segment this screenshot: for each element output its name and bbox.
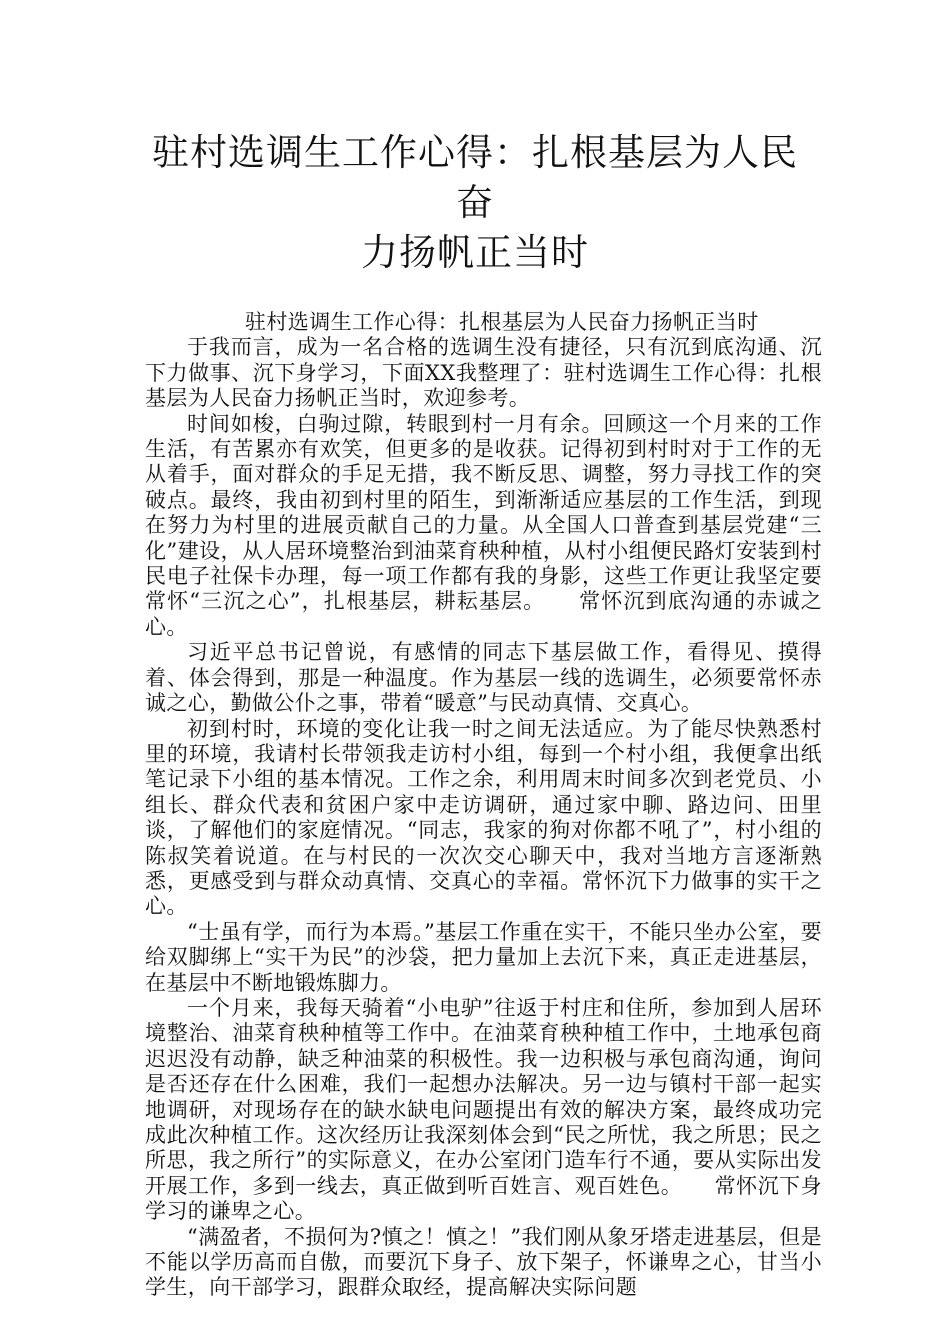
paragraph: 初到村时，环境的变化让我一时之间无法适应。为了能尽快熟悉村里的环境，我请村长带领我走访村小组，每到一个村小组，我便拿出纸笔记录下小组的基本情况。工作之余，利用周末时间多次到老党员、小组长、群众代表和贫困户家中走访调研，通过家中聊、路边问、田里谈，了解他们的家庭情况。“同志，我家的狗对你都不吼了”，村小组的陈叔笑着说道。在与村民的一次次交心聊天中，我对当地方言逐渐熟悉，更感受到与群众动真情、交真心的幸福。常怀沉下力做事的实干之心。: [145, 716, 822, 919]
document-title: [145, 128, 805, 278]
document-subtitle: 驻村选调生工作心得：扎根基层为人民奋力扬帆正当时: [245, 310, 759, 334]
document-body: [145, 310, 822, 1301]
paragraph: 于我而言，成为一名合格的选调生没有捷径，只有沉到底沟通、沉下力做事、沉下身学习，下面XX我整理了：驻村选调生工作心得：扎根基层为人民奋力扬帆正当时，欢迎参考。: [145, 335, 822, 411]
paragraph: “士虽有学，而行为本焉。”基层工作重在实干，不能只坐办公室，要给双脚绑上“实干为民”的沙袋，把力量加上去沉下来，真正走进基层，在基层中不断地锻炼脚力。: [145, 919, 822, 995]
title-line-2: 力扬帆正当时: [361, 231, 589, 274]
paragraph: “满盈者，不损何为?慎之！慎之！”我们刚从象牙塔走进基层，但是不能以学历高而自傲，而要沉下身子、放下架子，怀谦卑之心，甘当小学生，向干部学习，跟群众取经，提高解决实际问题: [145, 1224, 822, 1300]
paragraph: 时间如梭，白驹过隙，转眼到村一月有余。回顾这一个月来的工作生活，有苦累亦有欢笑，但更多的是收获。记得初到村时对于工作的无从着手，面对群众的手足无措，我不断反思、调整，努力寻找工作的突破点。最终，我由初到村里的陌生，到渐渐适应基层的工作生活，到现在努力为村里的进展贡献自己的力量。从全国人口普查到基层党建“三化”建设，从人居环境整治到油菜育秧种植，从村小组便民路灯安装到村民电子社保卡办理，每一项工作都有我的身影，这些工作更让我坚定要常怀“三沉之心”，扎根基层，耕耘基层。 常怀沉到底沟通的赤诚之心。: [145, 411, 822, 639]
paragraph: 习近平总书记曾说，有感情的同志下基层做工作，看得见、摸得着、体会得到，那是一种温度。作为基层一线的选调生，必须要常怀赤诚之心，勤做公仆之事，带着“暖意”与民动真情、交真心。: [145, 640, 822, 716]
title-line-1: 驻村选调生工作心得：扎根基层为人民奋: [152, 131, 798, 224]
paragraph: 一个月来，我每天骑着“小电驴”往返于村庄和住所，参加到人居环境整治、油菜育秧种植等工作中。在油菜育秧种植工作中，土地承包商迟迟没有动静，缺乏种油菜的积极性。我一边积极与承包商沟通，询问是否还存在什么困难，我们一起想办法解决。另一边与镇村干部一起实地调研，对现场存在的缺水缺电问题提出有效的解决方案，最终成功完成此次种植工作。这次经历让我深刻体会到“民之所忧，我之所思；民之所思，我之所行”的实际意义，在办公室闭门造车行不通，要从实际出发开展工作，多到一线去，真正做到听百姓言、观百姓色。 常怀沉下身学习的谦卑之心。: [145, 995, 822, 1224]
